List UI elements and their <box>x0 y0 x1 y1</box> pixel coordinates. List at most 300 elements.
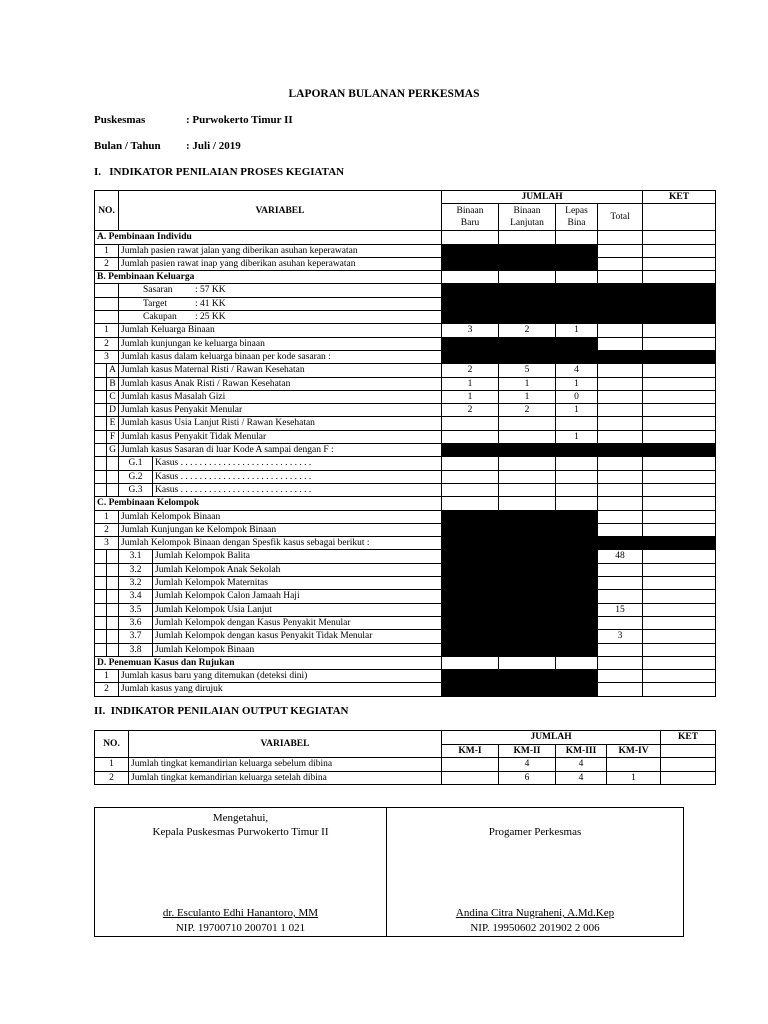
redacted-cell <box>556 643 598 656</box>
value-cell: 1 <box>556 404 598 417</box>
value-cell <box>598 510 643 523</box>
row-number: 1 <box>95 758 129 772</box>
value-cell: 4 <box>556 758 607 772</box>
row-indent <box>107 577 119 590</box>
row-indent <box>95 550 107 563</box>
row-label: Jumlah Kelompok Anak Sekolah <box>153 563 442 576</box>
value-cell <box>499 470 556 483</box>
table-row <box>95 257 716 270</box>
table-row <box>95 337 716 350</box>
value-cell <box>598 563 643 576</box>
value-cell <box>598 523 643 536</box>
table-row <box>95 231 716 244</box>
value-cell <box>643 430 716 443</box>
row-letter: B <box>107 377 119 390</box>
value-cell <box>643 417 716 430</box>
value-cell <box>556 417 598 430</box>
value-cell <box>442 457 499 470</box>
t2-header-km-1: KM-I <box>442 744 499 758</box>
redacted-cell <box>442 297 499 310</box>
value-cell <box>661 771 716 785</box>
section-2-title: II. INDIKATOR PENILAIAN OUTPUT KEGIATAN <box>94 705 349 717</box>
row-indent <box>95 417 107 430</box>
row-number: 3 <box>95 350 119 363</box>
row-indent <box>95 603 107 616</box>
header-binaan-baru <box>442 204 499 231</box>
redacted-cell <box>556 297 598 310</box>
header-total: Total <box>598 204 643 231</box>
sig-right-nip: NIP. 19950602 201902 2 006 <box>470 922 600 934</box>
redacted-cell <box>442 257 499 270</box>
value-cell <box>442 271 499 284</box>
value-cell <box>607 758 661 772</box>
row-label: Kasus . . . . . . . . . . . . . . . . . . . . . . . . . . . . <box>153 483 442 496</box>
value-cell <box>598 656 643 669</box>
value-cell <box>442 417 499 430</box>
redacted-cell <box>499 550 556 563</box>
value-cell <box>442 231 499 244</box>
value-cell: 1 <box>442 390 499 403</box>
header-lepas-bina-line2: Bina <box>567 218 586 229</box>
row-code: G.1 <box>119 457 153 470</box>
row-indent <box>107 643 119 656</box>
row-code: G.3 <box>119 483 153 496</box>
row-indent <box>107 603 119 616</box>
row-indent <box>95 590 107 603</box>
row-label: Kasus . . . . . . . . . . . . . . . . . . . . . . . . . . . . <box>153 470 442 483</box>
redacted-cell <box>499 284 556 297</box>
value-cell <box>598 643 643 656</box>
redacted-cell <box>598 444 643 457</box>
redacted-cell <box>556 670 598 683</box>
process-indicator-table <box>94 190 716 697</box>
value-cell <box>661 758 716 772</box>
value-cell: 1 <box>499 377 556 390</box>
value-cell <box>556 656 598 669</box>
value-cell: 4 <box>499 758 556 772</box>
row-indent <box>107 590 119 603</box>
row-letter: C <box>107 390 119 403</box>
value-cell <box>643 483 716 496</box>
value-cell <box>598 683 643 696</box>
redacted-cell <box>499 337 556 350</box>
value-cell <box>643 590 716 603</box>
row-label: Jumlah tingkat kemandirian keluarga setelah dibina <box>129 771 442 785</box>
row-label: Jumlah pasien rawat inap yang diberikan asuhan keperawatan <box>119 257 442 270</box>
table-row <box>95 404 716 417</box>
row-code: G.2 <box>119 470 153 483</box>
section-label: A. Pembinaan Individu <box>95 231 442 244</box>
t2-header-variabel: VARIABEL <box>129 731 442 758</box>
row-code: 3.2 <box>119 577 153 590</box>
redacted-cell <box>499 537 556 550</box>
value-cell <box>643 643 716 656</box>
header-lepas-bina <box>556 204 598 231</box>
table-row <box>95 510 716 523</box>
table-row <box>95 656 716 669</box>
redacted-cell <box>556 523 598 536</box>
redacted-cell <box>442 670 499 683</box>
table-row <box>95 297 716 310</box>
value-cell: 0 <box>556 390 598 403</box>
redacted-cell <box>442 550 499 563</box>
value-cell: 1 <box>556 324 598 337</box>
table-row <box>95 483 716 496</box>
value-cell <box>598 390 643 403</box>
redacted-cell <box>643 444 716 457</box>
value-cell <box>499 656 556 669</box>
value-cell <box>598 577 643 590</box>
row-label: Jumlah Kelompok dengan Kasus Penyakit Menular <box>153 616 442 629</box>
value-cell <box>643 510 716 523</box>
row-indent <box>107 616 119 629</box>
redacted-cell <box>556 683 598 696</box>
value-cell: 2 <box>499 404 556 417</box>
value-cell <box>643 603 716 616</box>
redacted-cell <box>442 630 499 643</box>
sig-right-name: Andina Citra Nugraheni, A.Md.Kep <box>455 907 615 919</box>
value-cell <box>442 656 499 669</box>
value-cell <box>442 483 499 496</box>
header-jumlah: JUMLAH <box>442 191 643 204</box>
value-cell: 2 <box>442 364 499 377</box>
value-cell <box>643 324 716 337</box>
redacted-cell <box>556 337 598 350</box>
value-cell <box>643 377 716 390</box>
row-label: Jumlah kasus dalam keluarga binaan per kode sasaran : <box>119 350 442 363</box>
row-indent <box>95 470 107 483</box>
redacted-cell <box>442 284 499 297</box>
redacted-cell <box>643 297 716 310</box>
table-row <box>95 577 716 590</box>
value-cell: 1 <box>607 771 661 785</box>
row-letter: F <box>107 430 119 443</box>
table-row <box>95 364 716 377</box>
redacted-cell <box>499 297 556 310</box>
redacted-cell <box>643 537 716 550</box>
table-row <box>95 630 716 643</box>
redacted-cell <box>499 603 556 616</box>
row-indent <box>95 390 107 403</box>
value-cell <box>643 404 716 417</box>
value-cell: 48 <box>598 550 643 563</box>
value-cell: 6 <box>499 771 556 785</box>
row-indent <box>95 444 107 457</box>
row-indent <box>95 430 107 443</box>
row-label <box>119 284 442 297</box>
row-number: 2 <box>95 337 119 350</box>
table-row <box>95 550 716 563</box>
row-label: Jumlah kasus Penyakit Tidak Menular <box>119 430 442 443</box>
redacted-cell <box>442 244 499 257</box>
sig-left-nip: NIP. 19700710 200701 1 021 <box>175 922 306 934</box>
header-ket: KET <box>643 191 716 204</box>
value-cell <box>643 271 716 284</box>
redacted-cell <box>556 350 598 363</box>
kv-value: : 25 KK <box>195 312 226 323</box>
table-row <box>95 590 716 603</box>
sig-left-line1: Mengetahui, <box>212 812 269 824</box>
value-cell <box>598 337 643 350</box>
table-row <box>95 616 716 629</box>
header-binaan-lanjutan-line2: Lanjutan <box>510 218 544 229</box>
header-lepas-bina-line1: Lepas <box>565 206 588 217</box>
redacted-cell <box>442 563 499 576</box>
table-row <box>95 284 716 297</box>
value-cell <box>643 577 716 590</box>
sig-left-line2: Kepala Puskesmas Purwokerto Timur II <box>152 826 329 838</box>
table-row <box>95 470 716 483</box>
header-binaan-baru-line1: Binaan <box>456 206 484 217</box>
row-number <box>95 297 119 310</box>
table-row <box>95 271 716 284</box>
row-indent <box>107 563 119 576</box>
value-cell <box>643 337 716 350</box>
redacted-cell <box>643 284 716 297</box>
redacted-cell <box>499 244 556 257</box>
redacted-cell <box>499 630 556 643</box>
section-label: C. Pembinaan Kelompok <box>95 497 442 510</box>
value-cell <box>598 670 643 683</box>
value-cell <box>499 497 556 510</box>
row-indent <box>95 616 107 629</box>
row-indent <box>95 630 107 643</box>
row-label: Jumlah Kelompok Binaan <box>153 643 442 656</box>
row-letter: E <box>107 417 119 430</box>
row-indent <box>95 457 107 470</box>
value-cell <box>499 271 556 284</box>
t2-header-no: NO. <box>95 731 129 758</box>
value-cell: 5 <box>499 364 556 377</box>
signature-left <box>95 808 386 936</box>
redacted-cell <box>556 311 598 324</box>
value-cell <box>499 231 556 244</box>
value-cell <box>643 550 716 563</box>
value-cell <box>598 417 643 430</box>
kv-key: Sasaran <box>143 285 173 296</box>
row-label: Jumlah Kelompok Binaan dengan Spesfik kasus sebagai berikut : <box>119 537 442 550</box>
redacted-cell <box>499 590 556 603</box>
row-indent <box>95 643 107 656</box>
row-number: 3 <box>95 537 119 550</box>
value-cell <box>556 497 598 510</box>
table-row <box>95 758 716 772</box>
row-label: Jumlah Kelompok Calon Jamaah Haji <box>153 590 442 603</box>
row-code: 3.5 <box>119 603 153 616</box>
header-ket-blank <box>643 204 716 231</box>
redacted-cell <box>643 311 716 324</box>
redacted-cell <box>442 510 499 523</box>
value-cell <box>556 231 598 244</box>
row-indent <box>95 404 107 417</box>
row-letter: G <box>107 444 119 457</box>
sig-right-line1: Progamer Perkesmas <box>488 826 582 838</box>
redacted-cell <box>643 350 716 363</box>
row-number <box>95 311 119 324</box>
value-cell <box>598 616 643 629</box>
redacted-cell <box>442 350 499 363</box>
kv-key: Cakupan <box>143 312 177 323</box>
table-row <box>95 523 716 536</box>
redacted-cell <box>442 683 499 696</box>
value-cell <box>598 457 643 470</box>
row-number: 1 <box>95 244 119 257</box>
row-indent <box>107 470 119 483</box>
table-row <box>95 670 716 683</box>
table-row <box>95 430 716 443</box>
row-number <box>95 284 119 297</box>
value-cell <box>643 616 716 629</box>
value-cell: 2 <box>499 324 556 337</box>
value-cell <box>598 470 643 483</box>
t2-header-ket-blank <box>661 744 716 758</box>
redacted-cell <box>499 350 556 363</box>
row-number: 1 <box>95 670 119 683</box>
redacted-cell <box>556 630 598 643</box>
redacted-cell <box>499 670 556 683</box>
table-row <box>95 497 716 510</box>
redacted-cell <box>598 284 643 297</box>
table-row <box>95 537 716 550</box>
sig-left-name: dr. Esculanto Edhi Hanantoro, MM <box>162 907 319 919</box>
value-cell <box>643 523 716 536</box>
value-cell <box>598 271 643 284</box>
value-cell <box>643 364 716 377</box>
section-label: B. Pembinaan Keluarga <box>95 271 442 284</box>
row-code: 3.8 <box>119 643 153 656</box>
row-label: Jumlah Kelompok Binaan <box>119 510 442 523</box>
redacted-cell <box>499 616 556 629</box>
value-cell <box>442 470 499 483</box>
redacted-cell <box>556 244 598 257</box>
value-cell: 4 <box>556 364 598 377</box>
value-cell <box>556 483 598 496</box>
report-title: LAPORAN BULANAN PERKESMAS <box>288 88 480 100</box>
redacted-cell <box>442 337 499 350</box>
value-cell <box>598 590 643 603</box>
redacted-cell <box>556 577 598 590</box>
puskesmas-value: : Purwokerto Timur II <box>186 114 293 126</box>
row-number: 2 <box>95 771 129 785</box>
redacted-cell <box>556 510 598 523</box>
table-row <box>95 324 716 337</box>
signature-right <box>387 808 683 936</box>
row-label: Jumlah kasus Sasaran di luar Kode A sampai dengan F : <box>119 444 442 457</box>
row-number: 2 <box>95 523 119 536</box>
redacted-cell <box>556 444 598 457</box>
table-row <box>95 683 716 696</box>
value-cell: 1 <box>499 390 556 403</box>
redacted-cell <box>556 590 598 603</box>
redacted-cell <box>598 537 643 550</box>
value-cell <box>598 324 643 337</box>
row-code: 3.1 <box>119 550 153 563</box>
value-cell: 15 <box>598 603 643 616</box>
redacted-cell <box>499 510 556 523</box>
redacted-cell <box>499 563 556 576</box>
kv-value: : 41 KK <box>195 298 226 309</box>
redacted-cell <box>442 590 499 603</box>
period-value: : Juli / 2019 <box>186 140 241 152</box>
t2-header-km-2: KM-II <box>499 744 556 758</box>
redacted-cell <box>556 284 598 297</box>
redacted-cell <box>499 683 556 696</box>
row-label: Jumlah kasus yang dirujuk <box>119 683 442 696</box>
value-cell <box>499 457 556 470</box>
redacted-cell <box>499 257 556 270</box>
value-cell <box>598 257 643 270</box>
redacted-cell <box>499 311 556 324</box>
value-cell <box>598 404 643 417</box>
row-label <box>119 311 442 324</box>
row-label: Jumlah kasus Usia Lanjut Risti / Rawan Kesehatan <box>119 417 442 430</box>
table-row <box>95 603 716 616</box>
table-row <box>95 244 716 257</box>
value-cell <box>643 231 716 244</box>
table-row <box>95 311 716 324</box>
redacted-cell <box>556 257 598 270</box>
row-label: Jumlah kunjungan ke keluarga binaan <box>119 337 442 350</box>
value-cell <box>499 430 556 443</box>
redacted-cell <box>442 643 499 656</box>
header-no: NO. <box>95 191 119 231</box>
header-binaan-baru-line2: Baru <box>460 218 480 229</box>
table-row <box>95 350 716 363</box>
redacted-cell <box>442 577 499 590</box>
redacted-cell <box>598 350 643 363</box>
row-number: 2 <box>95 683 119 696</box>
header-binaan-lanjutan <box>499 204 556 231</box>
value-cell <box>643 457 716 470</box>
redacted-cell <box>442 616 499 629</box>
table-row <box>95 457 716 470</box>
row-label: Jumlah kasus Penyakit Menular <box>119 404 442 417</box>
t2-header-km-4: KM-IV <box>607 744 661 758</box>
redacted-cell <box>442 311 499 324</box>
section-label: D. Penemuan Kasus dan Rujukan <box>95 656 442 669</box>
value-cell: 1 <box>556 430 598 443</box>
value-cell <box>556 271 598 284</box>
t2-header-jumlah: JUMLAH <box>442 731 661 745</box>
table-row <box>95 771 716 785</box>
table-row <box>95 563 716 576</box>
redacted-cell <box>499 643 556 656</box>
row-label: Jumlah Kelompok Usia Lanjut <box>153 603 442 616</box>
value-cell <box>598 231 643 244</box>
row-label: Jumlah kasus baru yang ditemukan (deteksi dini) <box>119 670 442 683</box>
output-indicator-table <box>94 730 716 785</box>
row-indent <box>95 563 107 576</box>
redacted-cell <box>442 537 499 550</box>
row-code: 3.6 <box>119 616 153 629</box>
value-cell: 4 <box>556 771 607 785</box>
row-code: 3.2 <box>119 563 153 576</box>
row-label <box>119 297 442 310</box>
row-indent <box>107 457 119 470</box>
row-code: 3.4 <box>119 590 153 603</box>
table-row <box>95 390 716 403</box>
period-label: Bulan / Tahun <box>94 140 161 152</box>
value-cell <box>556 470 598 483</box>
value-cell <box>442 497 499 510</box>
table-row <box>95 643 716 656</box>
redacted-cell <box>499 444 556 457</box>
value-cell <box>499 417 556 430</box>
puskesmas-label: Puskesmas <box>94 114 146 126</box>
value-cell <box>598 244 643 257</box>
value-cell <box>598 430 643 443</box>
table-row <box>95 417 716 430</box>
